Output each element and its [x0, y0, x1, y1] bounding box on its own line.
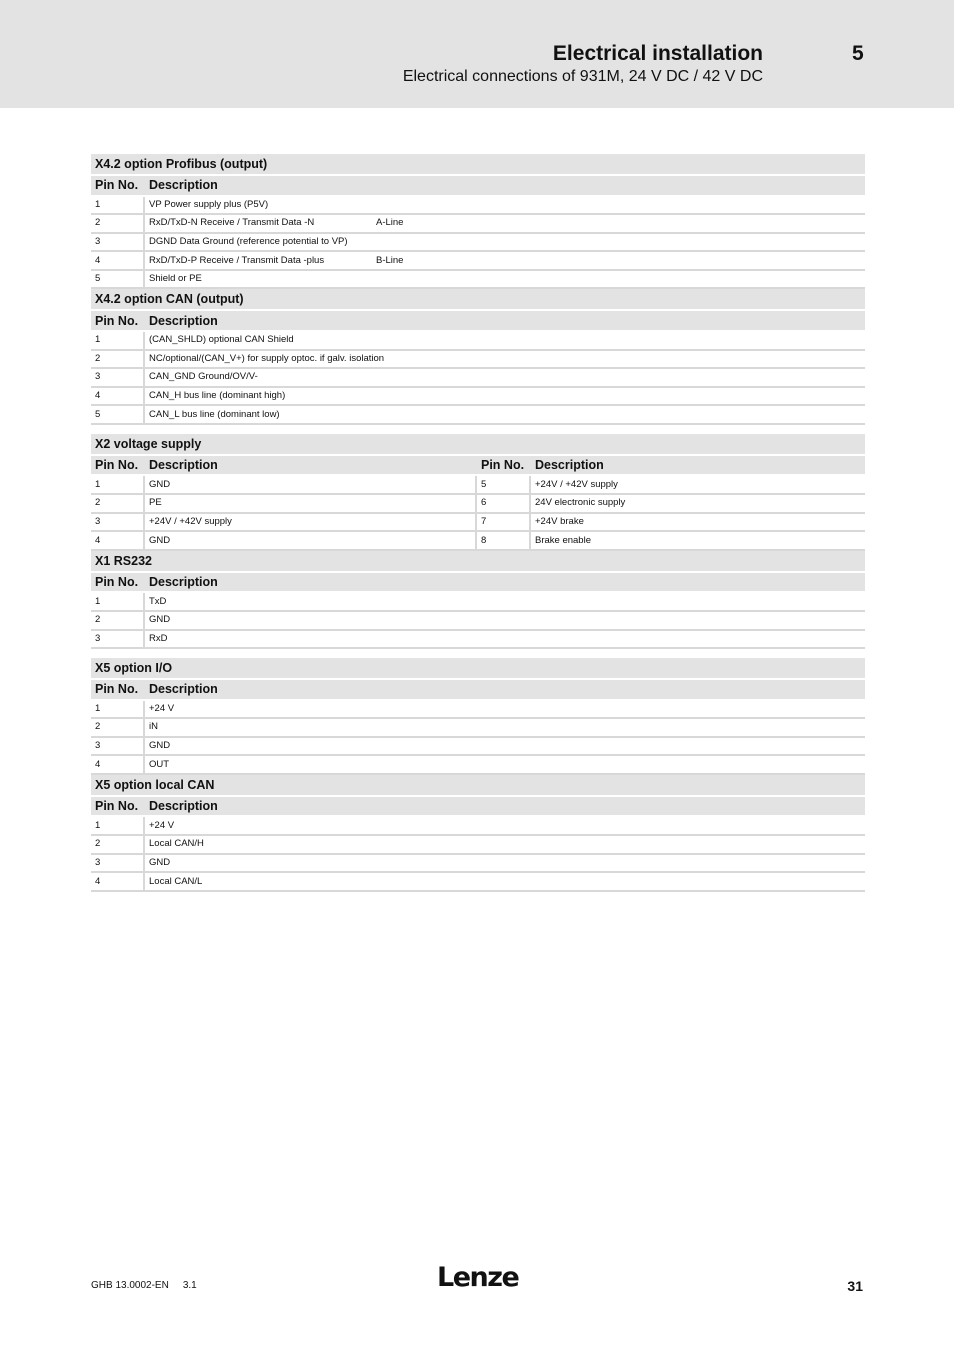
column-header-description: Description — [145, 176, 865, 197]
section-title: X5 option local CAN — [91, 775, 865, 797]
pin-cell: 4 — [91, 252, 145, 271]
table-row — [91, 215, 865, 234]
pin-cell: 5 — [477, 476, 531, 495]
header-row — [91, 573, 865, 594]
header-row — [91, 311, 865, 332]
pin-cell: 2 — [91, 351, 145, 370]
table-row — [91, 756, 865, 775]
pin-cell: 1 — [91, 197, 145, 216]
section-row — [91, 551, 865, 573]
description-cell: GND — [145, 476, 477, 495]
pin-cell: 6 — [477, 495, 531, 514]
description-cell — [145, 271, 865, 290]
section-row — [91, 289, 865, 311]
header-row — [91, 680, 865, 701]
pin-cell: 3 — [91, 738, 145, 757]
table-row — [91, 593, 865, 612]
description-cell: CAN_L bus line (dominant low) — [145, 406, 865, 425]
table-row — [91, 369, 865, 388]
table-row — [91, 252, 865, 271]
pin-cell: 2 — [91, 836, 145, 855]
description-cell: GND — [145, 738, 865, 757]
table-row — [91, 351, 865, 370]
table-row — [91, 701, 865, 720]
table-profibus-can — [91, 154, 865, 425]
pin-cell: 5 — [91, 271, 145, 290]
table-row — [91, 332, 865, 351]
description-text: RxD/TxD-N Receive / Transmit Data -N — [149, 217, 315, 229]
column-header-pin: Pin No. — [91, 311, 145, 332]
page-number: 31 — [847, 1278, 863, 1294]
table-row — [91, 855, 865, 874]
table-row — [91, 271, 865, 290]
pin-cell: 3 — [91, 514, 145, 533]
pin-cell: 3 — [91, 631, 145, 650]
description-cell: Local CAN/H — [145, 836, 865, 855]
pin-tables — [91, 154, 865, 892]
pin-cell: 2 — [91, 495, 145, 514]
pin-cell: 1 — [91, 476, 145, 495]
table-row — [91, 738, 865, 757]
table-row — [91, 388, 865, 407]
column-header-description: Description — [531, 456, 865, 477]
column-header-pin: Pin No. — [91, 797, 145, 818]
description-text: RxD/TxD-P Receive / Transmit Data -plus — [149, 254, 325, 266]
column-header-pin: Pin No. — [91, 573, 145, 594]
line-label: A-Line — [376, 217, 404, 229]
column-header-pin: Pin No. — [477, 456, 531, 477]
pin-cell: 3 — [91, 234, 145, 253]
document-id: GHB 13.0002-EN — [91, 1280, 169, 1291]
description-cell — [145, 234, 865, 253]
footer-doc-info — [91, 1280, 197, 1291]
section-title: X4.2 option Profibus (output) — [91, 154, 865, 176]
line-label: B-Line — [376, 254, 404, 266]
section-row — [91, 658, 865, 680]
description-cell: +24V brake — [531, 514, 865, 533]
description-cell: GND — [145, 855, 865, 874]
column-header-pin: Pin No. — [91, 176, 145, 197]
description-cell: GND — [145, 532, 477, 551]
description-cell: +24 V — [145, 817, 865, 836]
table-row — [91, 817, 865, 836]
pin-cell: 1 — [91, 332, 145, 351]
description-cell: Local CAN/L — [145, 873, 865, 892]
section-row — [91, 154, 865, 176]
description-cell: NC/optional/(CAN_V+) for supply optoc. if galv. isolation — [145, 351, 865, 370]
header-row — [91, 797, 865, 818]
column-header-description: Description — [145, 680, 865, 701]
document-version: 3.1 — [182, 1280, 197, 1291]
section-title: X4.2 option CAN (output) — [91, 289, 865, 311]
lenze-logo: Lenze — [437, 1262, 519, 1293]
description-cell: +24V / +42V supply — [145, 514, 477, 533]
pin-cell: 3 — [91, 855, 145, 874]
description-cell — [145, 252, 865, 271]
pin-cell: 1 — [91, 593, 145, 612]
pin-cell: 2 — [91, 215, 145, 234]
column-header-description: Description — [145, 456, 477, 477]
section-row — [91, 775, 865, 797]
section-row — [91, 434, 865, 456]
pin-cell: 3 — [91, 369, 145, 388]
pin-cell: 4 — [91, 756, 145, 775]
table-x5 — [91, 658, 865, 892]
column-header-pin: Pin No. — [91, 680, 145, 701]
section-title: X2 voltage supply — [91, 434, 865, 456]
chapter-number: 5 — [852, 42, 864, 65]
header-row — [91, 176, 865, 197]
description-cell: +24V / +42V supply — [531, 476, 865, 495]
table-row — [91, 631, 865, 650]
description-text: VP Power supply plus (P5V) — [149, 198, 269, 210]
pin-cell: 4 — [91, 873, 145, 892]
pin-cell: 8 — [477, 532, 531, 551]
description-cell: TxD — [145, 593, 865, 612]
column-header-pin: Pin No. — [91, 456, 145, 477]
table-row — [91, 197, 865, 216]
page-header — [0, 0, 954, 108]
description-cell — [145, 215, 865, 234]
description-cell: CAN_GND Ground/OV/V- — [145, 369, 865, 388]
description-cell — [145, 197, 865, 216]
column-header-description: Description — [145, 311, 865, 332]
pin-cell: 2 — [91, 612, 145, 631]
table-row — [91, 836, 865, 855]
description-cell: GND — [145, 612, 865, 631]
description-cell: Brake enable — [531, 532, 865, 551]
pin-cell: 1 — [91, 701, 145, 720]
section-title: X5 option I/O — [91, 658, 865, 680]
table-x2-rs232 — [91, 434, 865, 649]
column-header-description: Description — [145, 573, 865, 594]
header-row — [91, 456, 865, 477]
description-text: DGND Data Ground (reference potential to VP) — [149, 235, 348, 247]
description-cell: iN — [145, 719, 865, 738]
pin-cell: 7 — [477, 514, 531, 533]
pin-cell: 5 — [91, 406, 145, 425]
table-row — [91, 234, 865, 253]
table-row — [91, 532, 865, 551]
table-row — [91, 406, 865, 425]
table-row — [91, 476, 865, 495]
pin-cell: 4 — [91, 388, 145, 407]
description-cell: PE — [145, 495, 477, 514]
description-cell: OUT — [145, 756, 865, 775]
page-subtitle: Electrical connections of 931M, 24 V DC / 42 V DC — [402, 68, 763, 85]
table-row — [91, 873, 865, 892]
pin-cell: 1 — [91, 817, 145, 836]
page-title: Electrical installation — [552, 42, 763, 65]
column-header-description: Description — [145, 797, 865, 818]
table-row — [91, 514, 865, 533]
description-cell: CAN_H bus line (dominant high) — [145, 388, 865, 407]
pin-cell: 4 — [91, 532, 145, 551]
table-row — [91, 719, 865, 738]
pin-cell: 2 — [91, 719, 145, 738]
description-text: Shield or PE — [149, 273, 202, 285]
description-cell: RxD — [145, 631, 865, 650]
description-cell: (CAN_SHLD) optional CAN Shield — [145, 332, 865, 351]
description-cell: +24 V — [145, 701, 865, 720]
section-title: X1 RS232 — [91, 551, 865, 573]
table-row — [91, 612, 865, 631]
description-cell: 24V electronic supply — [531, 495, 865, 514]
table-row — [91, 495, 865, 514]
